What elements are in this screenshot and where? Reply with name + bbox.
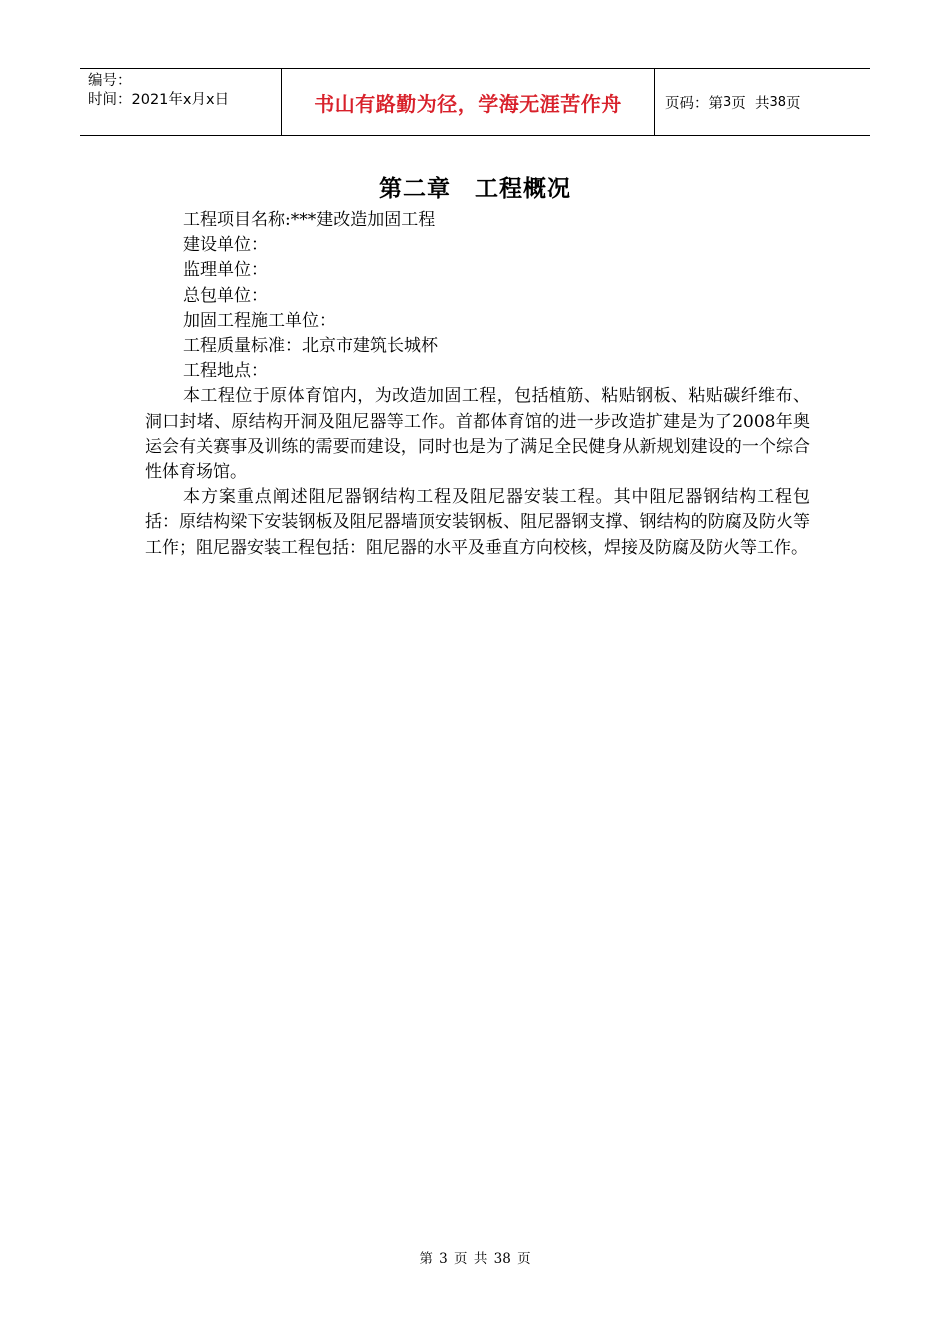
info-line-reinforcement-contractor: 加固工程施工单位： (183, 310, 336, 331)
motto: 书山有路勤为径，学海无涯苦作舟 (314, 91, 622, 116)
header-table (80, 68, 870, 136)
info-line-location: 工程地点： (183, 361, 268, 382)
header-motto-cell (282, 69, 655, 135)
paragraph-overview: 本工程位于原体育馆内，为改造加固工程，包括植筋、粘贴钢板、粘贴碳纤维布、洞口封堵、原结构开洞及阻尼器等工作。首都体育馆的进一步改造扩建是为了2008年奥运会有关赛事及训练的需要而建设，同时也是为了满足全民健身从新规划建设的一个综合性体育场馆。 (145, 386, 810, 483)
info-line-project-name: 工程项目名称:***建改造加固工程 (183, 210, 436, 230)
code-label: 编号： (88, 73, 132, 89)
info-line-general-contractor: 总包单位： (183, 285, 268, 306)
page-mid: 页 共 (731, 95, 770, 112)
chapter-title: 第二章 工程概况 (379, 176, 571, 202)
document-body (145, 208, 810, 561)
header-meta-cell (80, 69, 282, 135)
page-current: 3 (723, 94, 732, 110)
info-line-client: 建设单位： (183, 235, 268, 256)
info-line-quality-standard: 工程质量标准：北京市建筑长城杯 (183, 336, 438, 357)
paragraph-scope: 本方案重点阐述阻尼器钢结构工程及阻尼器安装工程。其中阻尼器钢结构工程包括：原结构梁下安装钢板及阻尼器墙顶安装钢板、阻尼器钢支撑、钢结构的防腐及防火等工作；阻尼器安装工程包括：阻尼器的水平及垂直方向校核，焊接及防腐及防火等工作。 (145, 487, 810, 558)
date-label: 时间：2021年x月x日 (88, 92, 230, 108)
header-page-cell (655, 69, 870, 135)
page-total: 38 (769, 94, 787, 110)
page-prefix: 页码：第 (665, 95, 723, 112)
info-line-supervisor: 监理单位： (183, 260, 268, 281)
page-footer: 第 3 页 共 38 页 (419, 1251, 531, 1267)
page-suffix: 页 (786, 95, 801, 112)
